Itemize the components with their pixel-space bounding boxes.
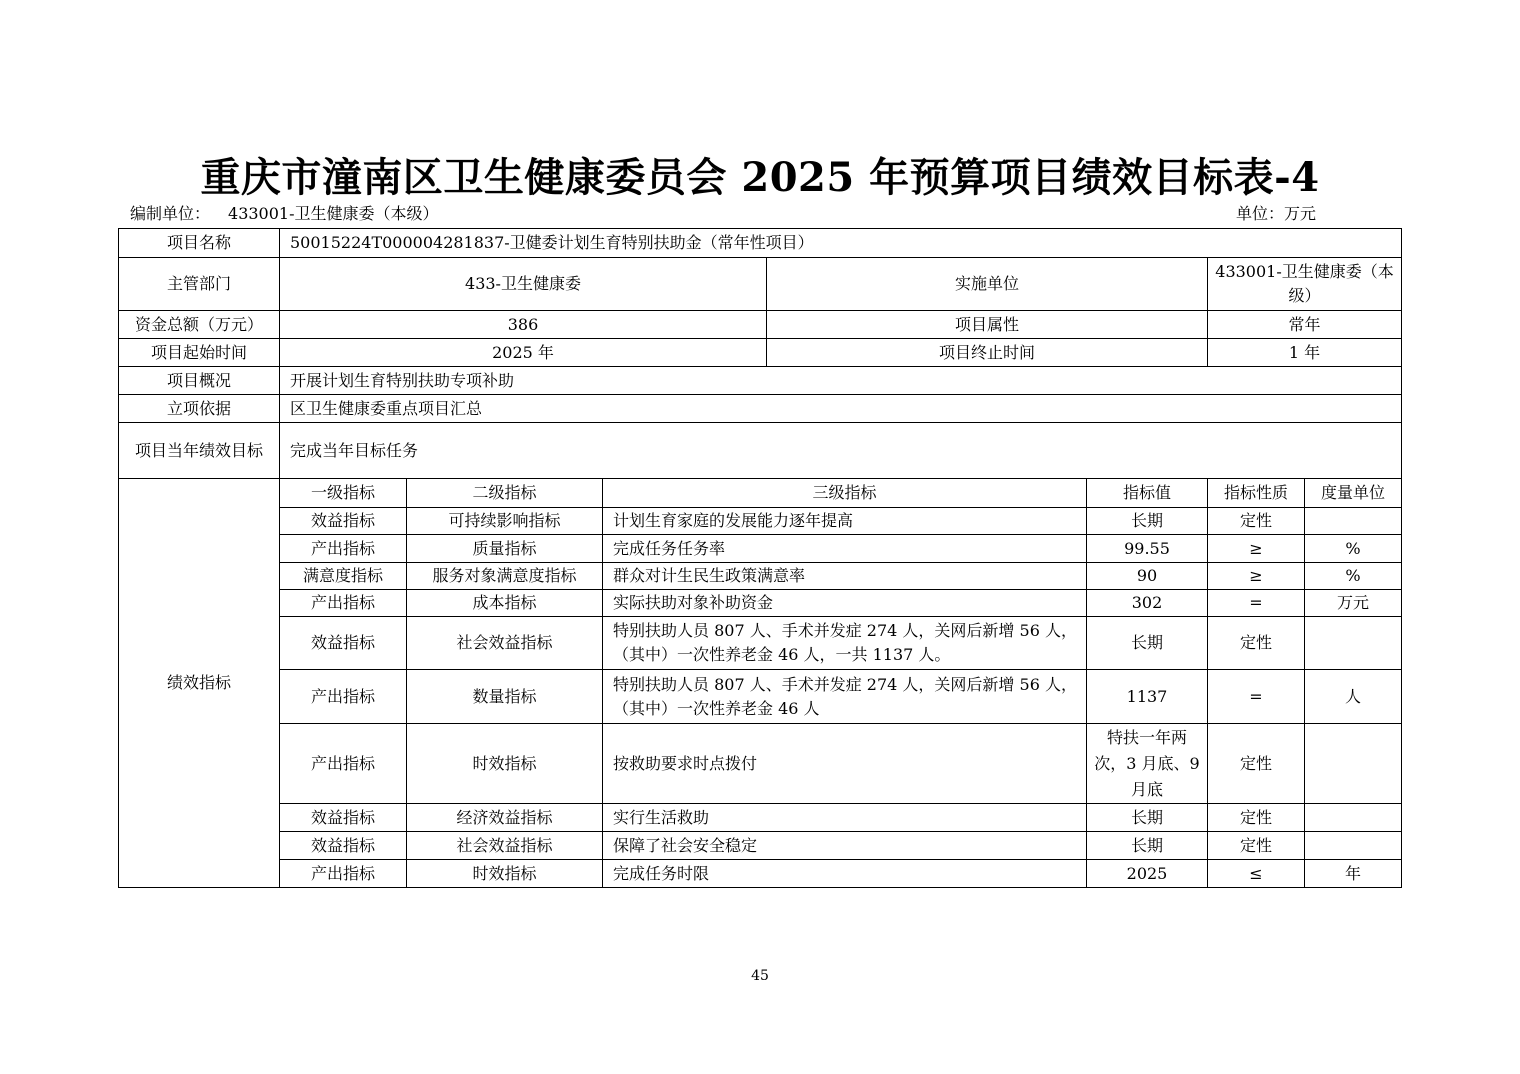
table-row [119, 563, 1402, 590]
table-row [119, 617, 1402, 670]
col-header-l1: 一级指标 [280, 479, 407, 508]
goal-label: 项目当年绩效目标 [119, 423, 280, 479]
indicator-level2: 社会效益指标 [407, 617, 603, 670]
indicator-level3: 实际扶助对象补助资金 [603, 590, 1087, 617]
performance-table [118, 228, 1402, 888]
indicator-nature: ≥ [1208, 563, 1305, 590]
indicator-level3: 计划生育家庭的发展能力逐年提高 [603, 508, 1087, 535]
indicator-value: 90 [1087, 563, 1208, 590]
indicator-level1: 满意度指标 [280, 563, 407, 590]
dept-label: 主管部门 [119, 258, 280, 311]
indicator-level1: 产出指标 [280, 535, 407, 563]
indicator-value: 2025 [1087, 860, 1208, 888]
table-row [119, 804, 1402, 832]
indicator-level3: 完成任务任务率 [603, 535, 1087, 563]
table-row [119, 508, 1402, 535]
table-row [119, 832, 1402, 860]
indicator-value: 长期 [1087, 804, 1208, 832]
indicator-level1: 产出指标 [280, 724, 407, 804]
indicator-nature: 定性 [1208, 508, 1305, 535]
indicator-value: 1137 [1087, 670, 1208, 724]
indicator-unit: % [1305, 535, 1402, 563]
table-row [119, 860, 1402, 888]
indicator-nature: = [1208, 590, 1305, 617]
indicator-unit [1305, 724, 1402, 804]
basis-value: 区卫生健康委重点项目汇总 [280, 395, 1402, 423]
indicator-nature: ≥ [1208, 535, 1305, 563]
indicator-level2: 社会效益指标 [407, 832, 603, 860]
start-value: 2025 年 [280, 339, 767, 367]
indicator-nature: ≤ [1208, 860, 1305, 888]
indicator-level2: 质量指标 [407, 535, 603, 563]
attr-label: 项目属性 [767, 311, 1208, 339]
indicator-level1: 效益指标 [280, 617, 407, 670]
row-overview [119, 367, 1402, 395]
indicator-level3: 特别扶助人员 807 人、手术并发症 274 人，关网后新增 56 人，（其中）一次性养老金 46 人 [603, 670, 1087, 724]
indicator-level1: 产出指标 [280, 590, 407, 617]
indicator-level1: 产出指标 [280, 860, 407, 888]
project-name-label: 项目名称 [119, 229, 280, 258]
fund-label: 资金总额（万元） [119, 311, 280, 339]
compiling-unit [130, 203, 439, 225]
indicator-level1: 产出指标 [280, 670, 407, 724]
attr-value: 常年 [1208, 311, 1402, 339]
indicator-level3: 群众对计生民生政策满意率 [603, 563, 1087, 590]
end-value: 1 年 [1208, 339, 1402, 367]
table-row [119, 670, 1402, 724]
indicator-value: 长期 [1087, 617, 1208, 670]
indicator-unit: % [1305, 563, 1402, 590]
indicator-level2: 时效指标 [407, 724, 603, 804]
indicator-nature: = [1208, 670, 1305, 724]
table-row [119, 590, 1402, 617]
indicator-nature: 定性 [1208, 832, 1305, 860]
row-fund [119, 311, 1402, 339]
indicator-level3: 实行生活救助 [603, 804, 1087, 832]
indicator-value: 99.55 [1087, 535, 1208, 563]
perf-header-row [119, 479, 1402, 508]
col-header-unit: 度量单位 [1305, 479, 1402, 508]
impl-label: 实施单位 [767, 258, 1208, 311]
indicator-level3: 特别扶助人员 807 人、手术并发症 274 人，关网后新增 56 人，（其中）一次性养老金 46 人，一共 1137 人。 [603, 617, 1087, 670]
indicator-level3: 保障了社会安全稳定 [603, 832, 1087, 860]
indicator-level1: 效益指标 [280, 804, 407, 832]
col-header-l3: 三级指标 [603, 479, 1087, 508]
table-row [119, 535, 1402, 563]
indicator-level2: 数量指标 [407, 670, 603, 724]
indicator-value: 特扶一年两次，3 月底、9 月底 [1087, 724, 1208, 804]
page-title: 重庆市潼南区卫生健康委员会 2025 年预算项目绩效目标表-4 [200, 154, 1320, 201]
row-department [119, 258, 1402, 311]
indicator-unit: 人 [1305, 670, 1402, 724]
indicator-level3: 完成任务时限 [603, 860, 1087, 888]
indicator-level1: 效益指标 [280, 508, 407, 535]
indicator-unit [1305, 617, 1402, 670]
end-label: 项目终止时间 [767, 339, 1208, 367]
indicator-level3: 按救助要求时点拨付 [603, 724, 1087, 804]
indicator-level2: 经济效益指标 [407, 804, 603, 832]
indicator-unit: 万元 [1305, 590, 1402, 617]
row-project-name [119, 229, 1402, 258]
row-basis [119, 395, 1402, 423]
col-header-value: 指标值 [1087, 479, 1208, 508]
dept-value: 433-卫生健康委 [280, 258, 767, 311]
fund-value: 386 [280, 311, 767, 339]
table-row [119, 724, 1402, 804]
overview-label: 项目概况 [119, 367, 280, 395]
indicator-level2: 服务对象满意度指标 [407, 563, 603, 590]
project-name-value: 50015224T000004281837-卫健委计划生育特别扶助金（常年性项目） [280, 229, 1402, 258]
indicator-level2: 成本指标 [407, 590, 603, 617]
col-header-nature: 指标性质 [1208, 479, 1305, 508]
compiling-unit-label: 编制单位： [130, 204, 211, 223]
indicator-value: 长期 [1087, 508, 1208, 535]
currency-unit: 单位：万元 [1236, 204, 1317, 223]
compiling-unit-value: 433001-卫生健康委（本级） [228, 204, 439, 223]
indicator-level2: 时效指标 [407, 860, 603, 888]
indicator-level2: 可持续影响指标 [407, 508, 603, 535]
indicator-unit [1305, 804, 1402, 832]
indicator-nature: 定性 [1208, 804, 1305, 832]
row-goal [119, 423, 1402, 479]
indicator-nature: 定性 [1208, 617, 1305, 670]
start-label: 项目起始时间 [119, 339, 280, 367]
indicator-value: 长期 [1087, 832, 1208, 860]
indicator-level1: 效益指标 [280, 832, 407, 860]
indicator-unit [1305, 508, 1402, 535]
goal-value: 完成当年目标任务 [280, 423, 1402, 479]
col-header-l2: 二级指标 [407, 479, 603, 508]
row-period [119, 339, 1402, 367]
indicator-unit: 年 [1305, 860, 1402, 888]
impl-value: 433001-卫生健康委（本级） [1208, 258, 1402, 311]
perf-label: 绩效指标 [119, 479, 280, 888]
indicator-value: 302 [1087, 590, 1208, 617]
indicator-nature: 定性 [1208, 724, 1305, 804]
page-number: 45 [751, 968, 769, 984]
basis-label: 立项依据 [119, 395, 280, 423]
overview-value: 开展计划生育特别扶助专项补助 [280, 367, 1402, 395]
indicator-unit [1305, 832, 1402, 860]
